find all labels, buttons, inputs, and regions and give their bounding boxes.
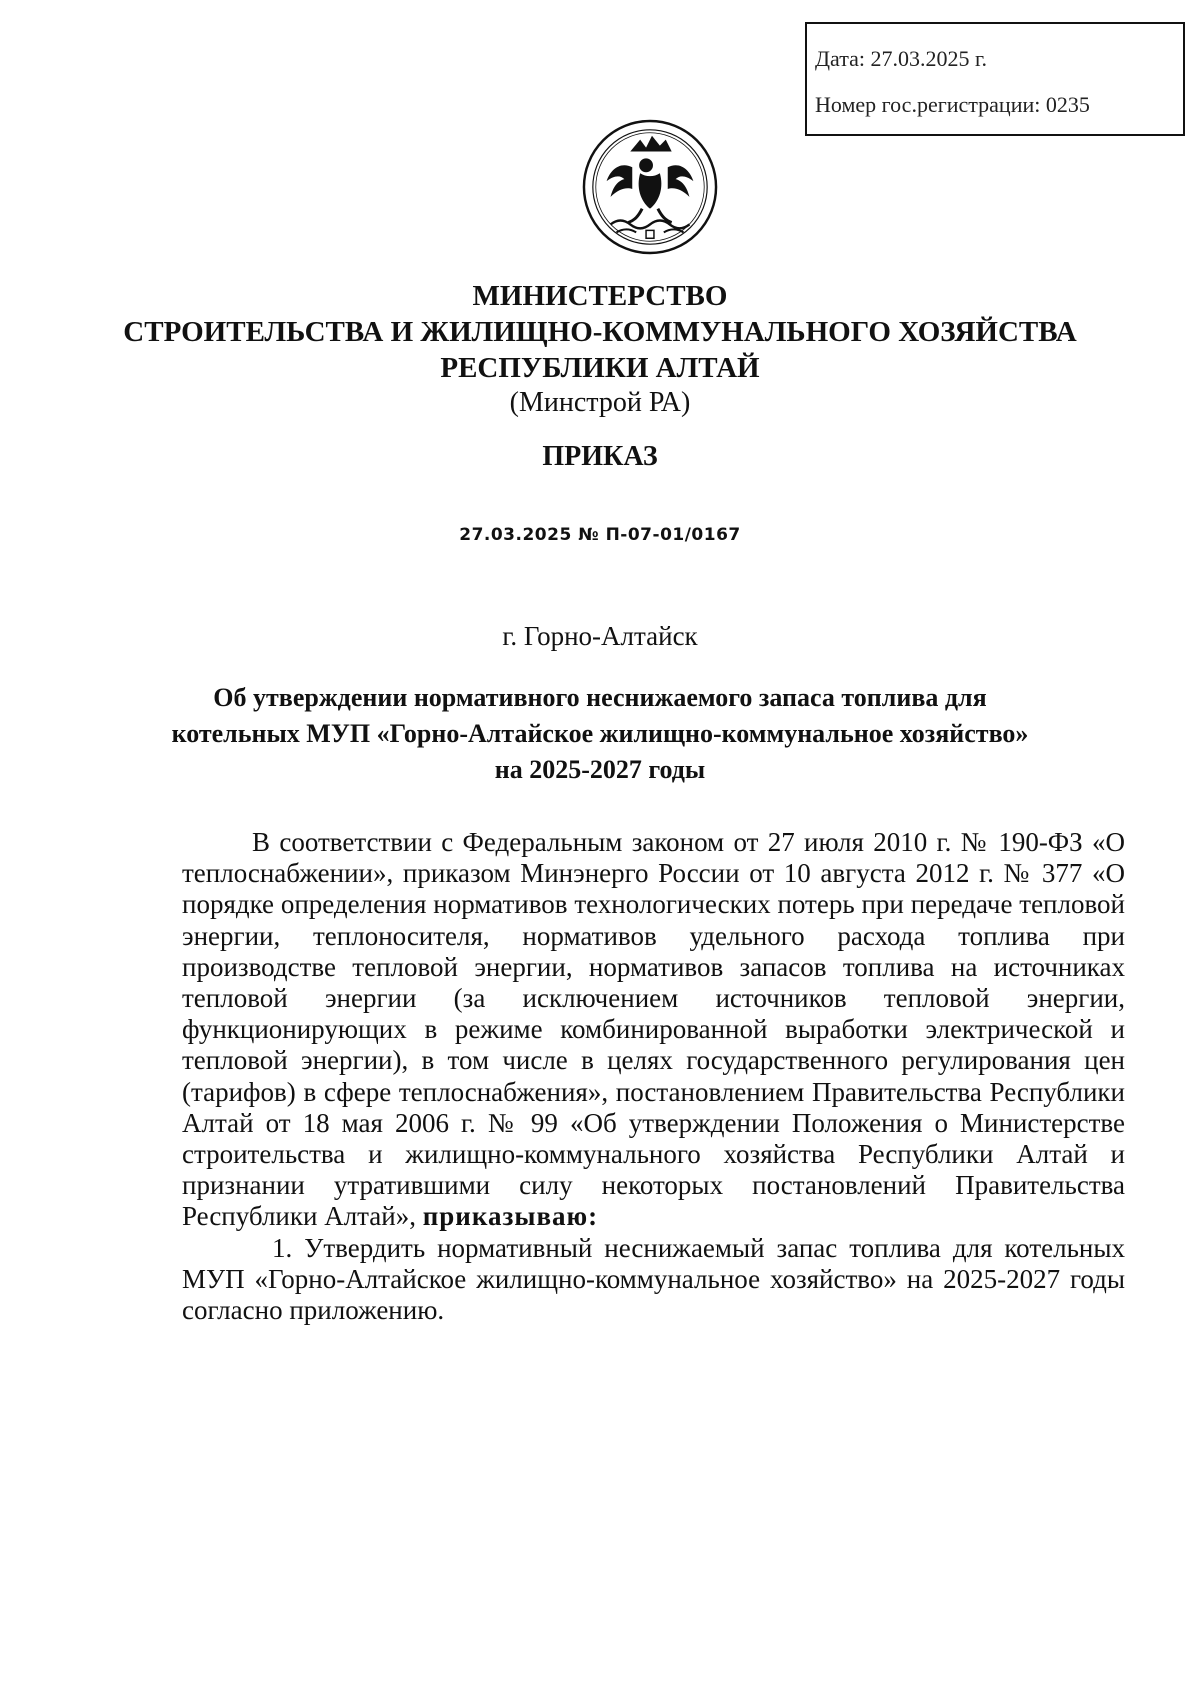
document-body: [182, 827, 1125, 1326]
registration-date: [815, 46, 1183, 72]
ministry-name: [0, 278, 1200, 386]
registration-number-value: 0235: [1045, 92, 1090, 117]
coat-of-arms-emblem: [581, 118, 719, 256]
ministry-name-line-2: СТРОИТЕЛЬСТВА И ЖИЛИЩНО-КОММУНАЛЬНОГО ХОЗЯЙСТВА: [123, 316, 1077, 348]
registration-date-label: Дата:: [815, 46, 865, 71]
preamble-paragraph: [182, 827, 1125, 1233]
document-city: г. Горно-Алтайск: [502, 621, 698, 651]
document-title: [0, 680, 1200, 788]
registration-number: [815, 92, 1183, 118]
ministry-name-line-3: РЕСПУБЛИКИ АЛТАЙ: [440, 352, 760, 384]
document-title-line-2: котельных МУП «Горно-Алтайское жилищно-коммунальное хозяйство»: [171, 719, 1029, 748]
registration-box: [805, 22, 1185, 136]
document-number: 27.03.2025 № П-07-01/0167: [459, 525, 741, 545]
order-item-1: 1. Утвердить нормативный неснижаемый запас топлива для котельных МУП «Горно-Алтайское жилищно-коммунальное хозяйство» на 2025-2027 годы согласно приложению.: [182, 1232, 1125, 1326]
preamble-text: В соответствии с Федеральным законом от 27 июля 2010 г. № 190-ФЗ «О теплоснабжении», приказом Минэнерго России от 10 августа 2012 г. № 377 «О порядке определения нормативов технологических потерь при передаче тепловой энергии, теплоносителя, нормативов удельного расхода топлива при производстве тепловой энергии, нормативов запасов топлива на источниках тепловой энергии (за исключением источников тепловой энергии, функционирующих в режиме комбинированной выработки электрической и тепловой энергии), в том числе в целях государственного регулирования цен (тарифов) в сфере теплоснабжения», постановлением Правительства Республики Алтай от 18 мая 2006 г. № 99 «Об утверждении Положения о Министерстве строительства и жилищно-коммунального хозяйства Республики Алтай и признании утратившими силу некоторых постановлений Правительства Республики Алтай»,: [182, 827, 1125, 1232]
document-title-line-3: на 2025-2027 годы: [494, 755, 706, 784]
ministry-name-line-1: МИНИСТЕРСТВО: [472, 280, 728, 312]
ministry-short-name: (Минстрой РА): [509, 387, 691, 418]
registration-date-value: 27.03.2025 г.: [870, 46, 988, 71]
document-type: ПРИКАЗ: [542, 441, 658, 472]
order-word: приказываю:: [422, 1201, 599, 1232]
document-title-line-1: Об утверждении нормативного неснижаемого запаса топлива для: [213, 683, 987, 712]
registration-number-label: Номер гос.регистрации:: [815, 92, 1041, 117]
